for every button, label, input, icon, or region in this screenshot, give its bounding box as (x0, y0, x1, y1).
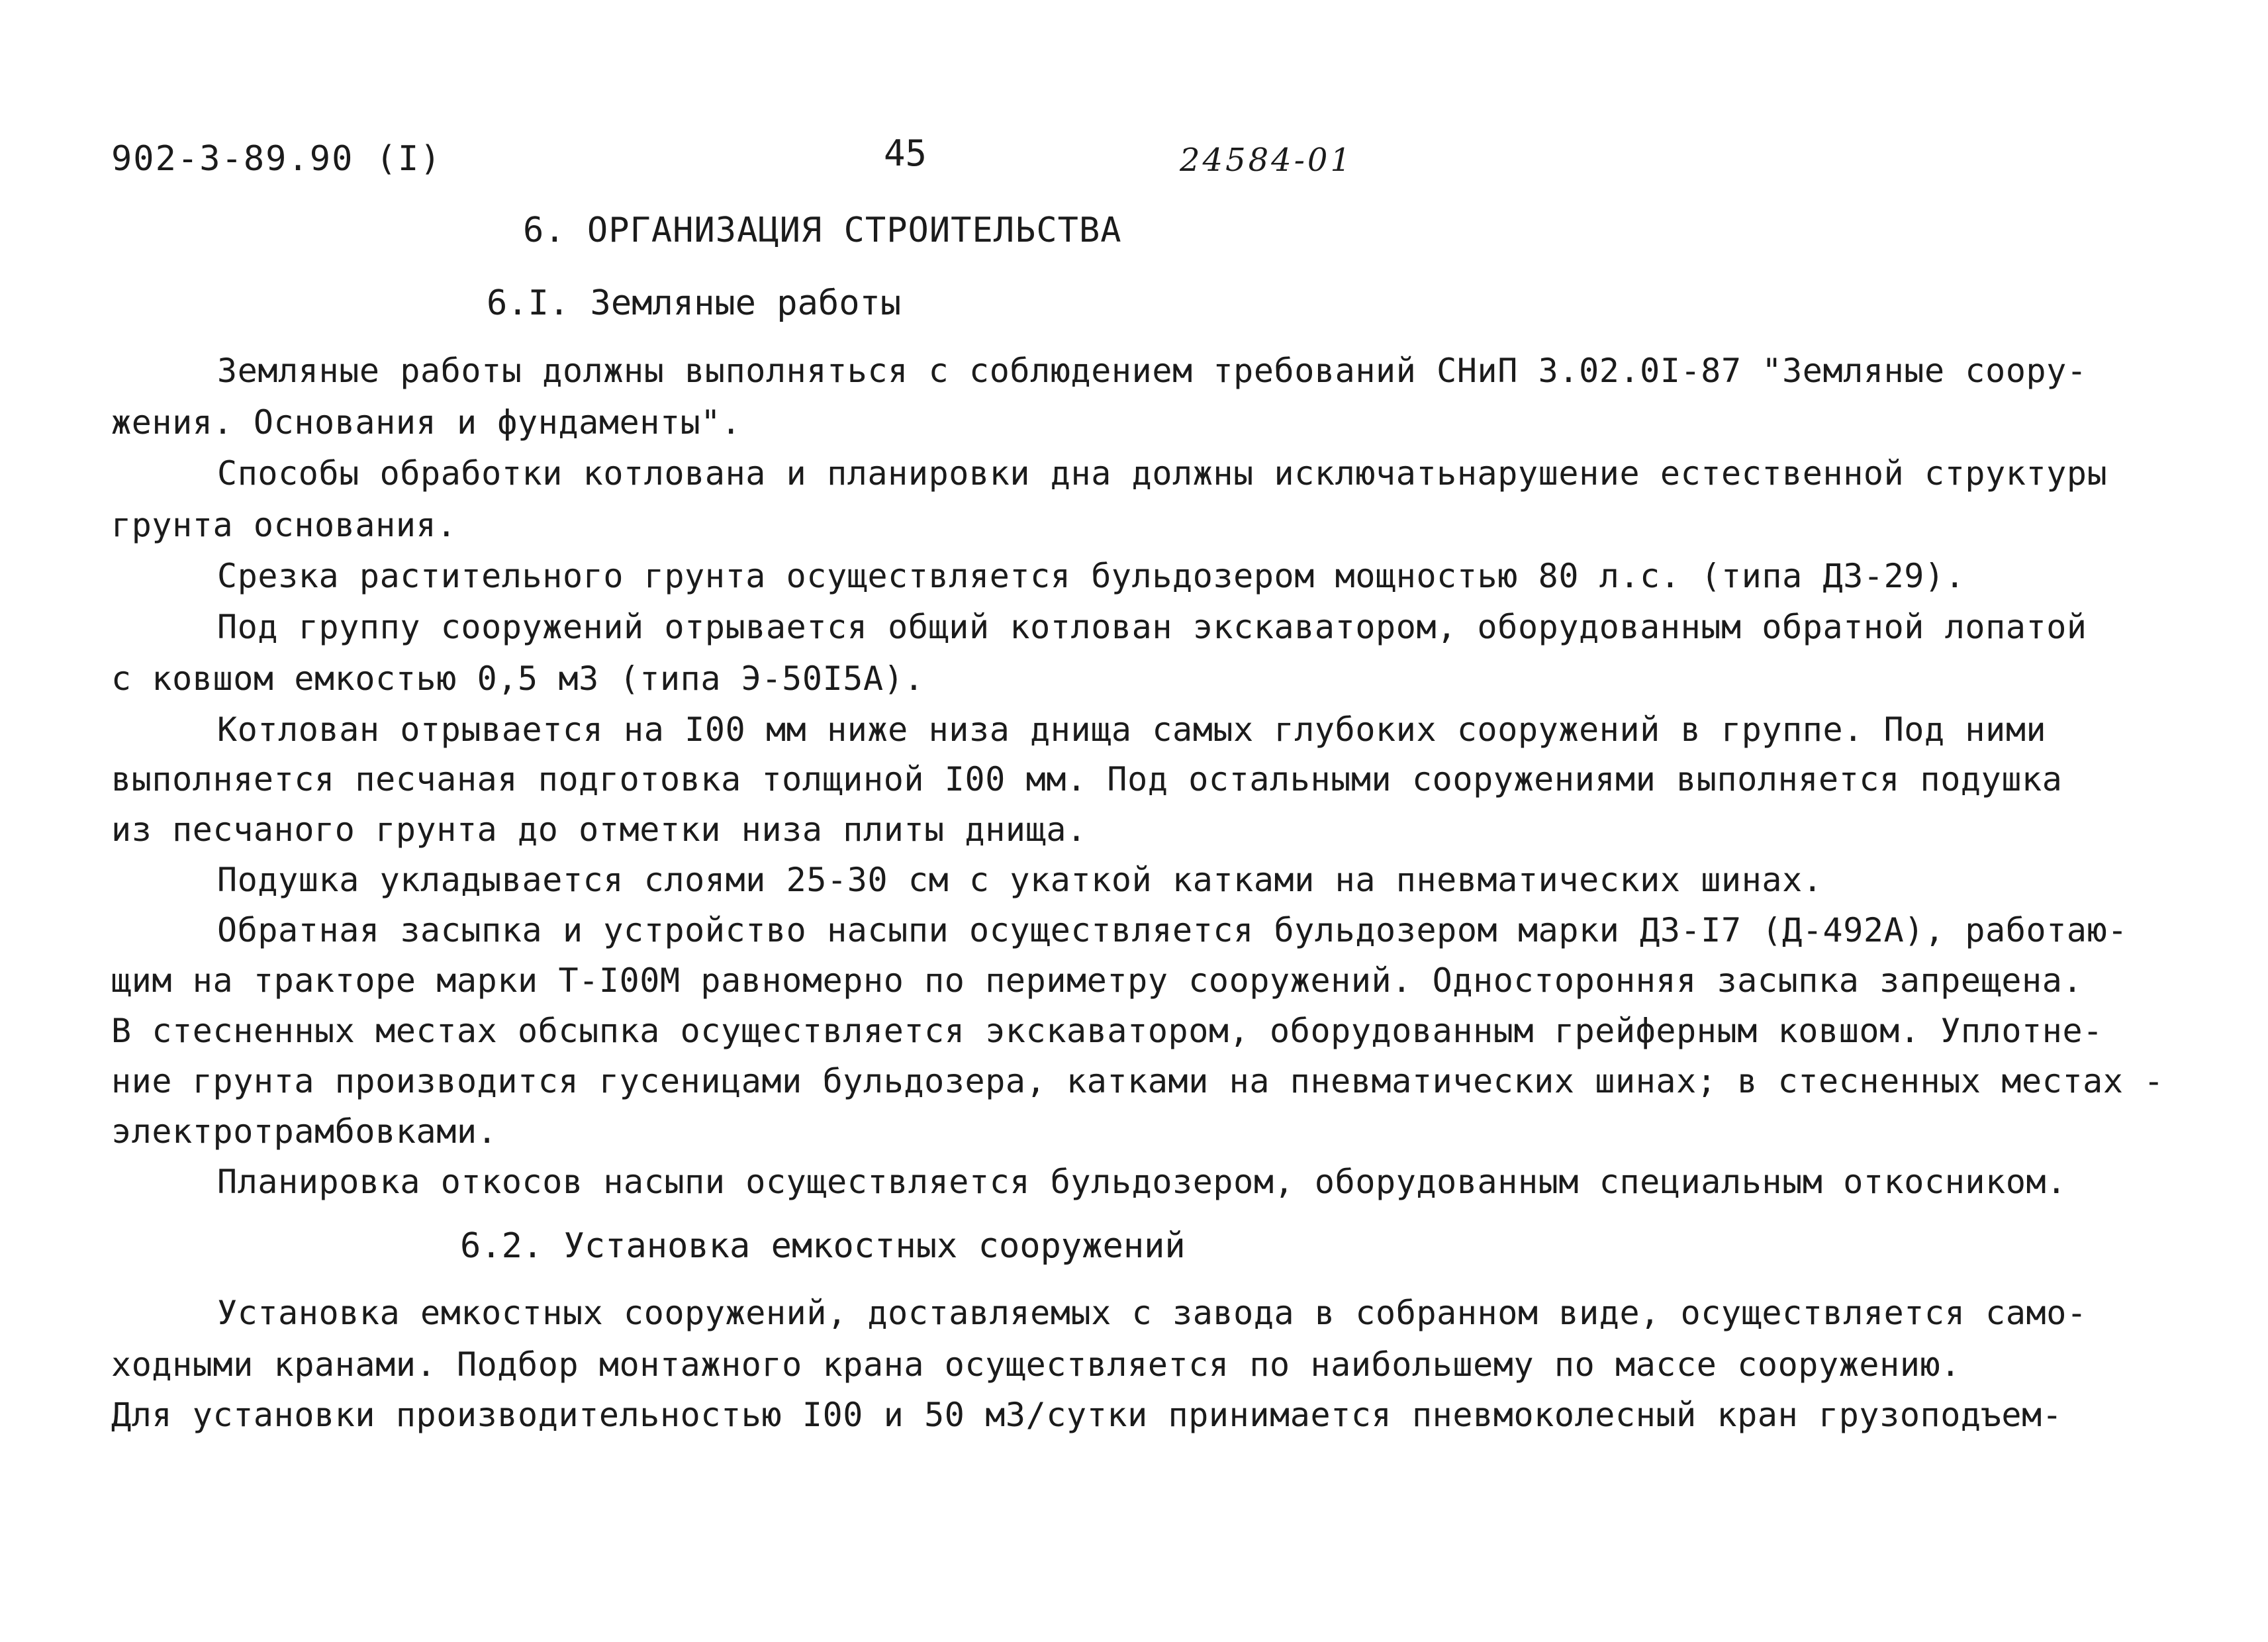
handwritten-doc-number: 24584-01 (1180, 142, 1353, 179)
text-line: Способы обработки котлована и планировки дна должны исключатьнарушение естественной структуры (217, 454, 2108, 493)
subsection-title-tank-installation: 6.2. Установка емкостных сооружений (460, 1226, 1186, 1266)
subsection-title-earthworks: 6.I. Земляные работы (487, 283, 902, 323)
text-line: ние грунта производится гусеницами бульдозера, катками на пневматических шинах; в стесненных местах - (111, 1062, 2164, 1100)
document-code: 902-3-89.90 (I) (111, 139, 442, 179)
text-line: с ковшом емкостью 0,5 м3 (типа Э-50I5А). (111, 659, 925, 698)
text-line: Котлован отрывается на I00 мм ниже низа днища самых глубоких сооружений в группе. Под ними (217, 710, 2047, 749)
text-line: щим на тракторе марки Т-I00М равномерно по периметру сооружений. Односторонняя засыпка запрещена. (111, 961, 2083, 1000)
text-line: жения. Основания и фундаменты". (111, 403, 741, 442)
text-line: Обратная засыпка и устройство насыпи осуществляется бульдозером марки ДЗ-I7 (Д-492А), работаю- (217, 911, 2128, 949)
text-line: Установка емкостных сооружений, доставляемых с завода в собранном виде, осуществляется само- (217, 1294, 2087, 1332)
text-line: ходными кранами. Подбор монтажного крана осуществляется по наибольшему по массе сооружению. (111, 1345, 1961, 1384)
text-line: Планировка откосов насыпи осуществляется бульдозером, оборудованным специальным откосником. (217, 1163, 2067, 1201)
text-line: Для установки производительностью I00 и 50 м3/сутки принимается пневмоколесный кран грузоподъем- (111, 1396, 2063, 1434)
text-line: из песчаного грунта до отметки низа плиты днища. (111, 810, 1087, 849)
text-line: Под группу сооружений отрывается общий котлован экскаватором, оборудованным обратной лопатой (217, 608, 2087, 646)
text-line: Срезка растительного грунта осуществляется бульдозером мощностью 80 л.с. (типа ДЗ-29). (217, 557, 1965, 595)
page-number: 45 (884, 132, 927, 174)
text-line: грунта основания. (111, 506, 457, 544)
text-line: В стесненных местах обсыпка осуществляется экскаватором, оборудованным грейферным ковшом. Уплотне- (111, 1012, 2103, 1050)
text-line: Земляные работы должны выполняться с соблюдением требований СНиП 3.02.0I-87 "Земляные соору- (217, 352, 2087, 390)
section-title: 6. ОРГАНИЗАЦИЯ СТРОИТЕЛЬСТВА (523, 211, 1122, 250)
text-line: электротрамбовками. (111, 1112, 498, 1151)
text-line: Подушка укладывается слоями 25-30 см с укаткой катками на пневматических шинах. (217, 861, 1823, 899)
text-line: выполняется песчаная подготовка толщиной I00 мм. Под остальными сооружениями выполняется подушка (111, 760, 2063, 798)
